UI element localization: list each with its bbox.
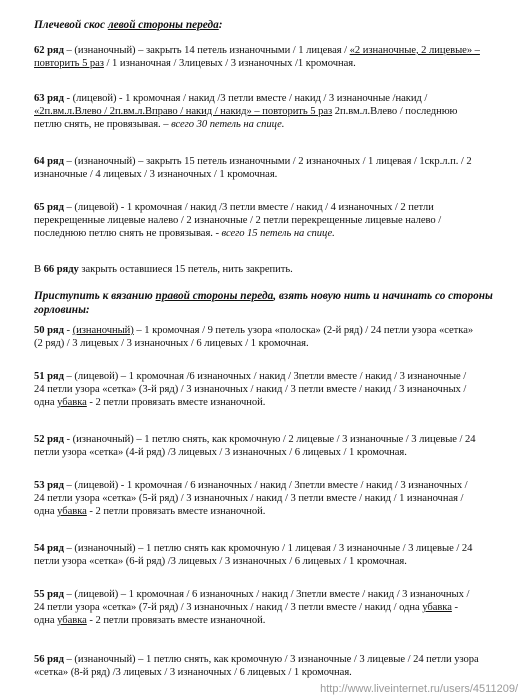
row-label: 62 ряд [34, 45, 64, 56]
row-54: 54 ряд – (изнаночный) – 1 петлю снять как кромочную / 1 лицевая / 3 изнаночные / 3 лицевые / 24 петли узора «сетка» (6-й ряд) /3 лицевых / 3 изнаночных / 6 лицевых / 1 кромочная. [34, 543, 473, 567]
row-65: 65 ряд – (лицевой) - 1 кромочная / накид /3 петли вместе / накид / 4 изнаночных / 2 петли перекрещенные лицевые налево / 2 изнаночные / 2 петли перекрещенные лицевые налево / последнюю петлю снять не провязывая. - всего 15 петель на спице. [34, 202, 442, 239]
row-label: 51 ряд [34, 371, 64, 382]
row-66: В 66 ряду закрыть оставшиеся 15 петель, нить закрепить. [34, 264, 293, 275]
row-label: 54 ряд [34, 543, 64, 554]
row-64: 64 ряд – (изнаночный) – закрыть 15 петель изнаночными / 2 изнаночных / 1 лицевая / 1скр.л.п. / 2 изнаночные / 4 лицевых / 3 изнаночных / 1 кромочная. [34, 156, 472, 180]
row-52: 52 ряд - (изнаночный) – 1 петлю снять, как кромочную / 2 лицевые / 3 изнаночные / 3 лицевые / 24 петли узора «сетка» (4-й ряд) /3 лицевых / 3 изнаночных / 6 лицевых / 1 кромочная. [34, 434, 476, 458]
row-label: 65 ряд [34, 202, 64, 213]
row-label: 53 ряд [34, 480, 64, 491]
row-63: 63 ряд - (лицевой) - 1 кромочная / накид /3 петли вместе / накид / 3 изнаночные /накид / «2п.вм.л.Влево / 2п.вм.л.Вправо / накид / накид» – повторить 5 раз 2п.вм.л.Влево / последнюю петлю снять, не провязывая. – всего 30 петель на спице. [34, 93, 458, 130]
row-label: 56 ряд [34, 654, 64, 665]
row-55: 55 ряд – (лицевой) – 1 кромочная / 6 изнаночных / накид / 3петли вместе / накид / 3 изнаночных / 24 петли узора «сетка» (7-й ряд) / 3 изнаночных / накид / 3 петли вместе / накид / одна убавка - одна убавка - 2 петли провязать вместе изнаночной. [34, 589, 470, 626]
row-51: 51 ряд – (лицевой) – 1 кромочная /6 изнаночных / накид / 3петли вместе / накид / 3 изнаночные / 24 петли узора «сетка» (3-й ряд) / 3 изнаночных / накид / 3 петли вместе / накид / 3 изнаночных / одна убавка - 2 петли провязать вместе изнаночной. [34, 371, 467, 408]
row-label: 52 ряд [34, 434, 64, 445]
heading-right-front: Приступить к вязанию правой стороны переда, взять новую нить и начинать со стороны горловины: [34, 290, 493, 316]
row-label: 64 ряд [34, 156, 64, 167]
heading-left-shoulder: Плечевой скос левой стороны переда: [34, 19, 223, 31]
row-label: 55 ряд [34, 589, 64, 600]
watermark-url: http://www.liveinternet.ru/users/4511209/ [320, 683, 518, 695]
row-50: 50 ряд - (изнаночный) – 1 кромочная / 9 петель узора «полоска» (2-й ряд) / 24 петли узора «сетка» (2 ряд) / 3 лицевых / 3 изнаночных / 6 лицевых / 1 кромочная. [34, 325, 474, 349]
row-label: 50 ряд [34, 325, 64, 336]
row-56: 56 ряд – (изнаночный) – 1 петлю снять, как кромочную / 3 изнаночные / 3 лицевые / 24 петли узора «сетка» (8-й ряд) /3 лицевых / 3 изнаночных / 6 лицевых / 1 кромочная. [34, 654, 479, 678]
row-label: 63 ряд [34, 93, 64, 104]
heading-left-underlined: левой стороны переда [107, 19, 219, 31]
row-62: 62 ряд – (изнаночный) – закрыть 14 петель изнаночными / 1 лицевая / «2 изнаночные, 2 лицевые» – повторить 5 раз / 1 изнаночная / 3лицевых / 3 изнаночных /1 кромочная. [34, 45, 480, 69]
row-53: 53 ряд – (лицевой) - 1 кромочная / 6 изнаночных / накид / 3петли вместе / накид / 3 изнаночных / 24 петли узора «сетка» (5-й ряд) / 3 изнаночных / накид / 3 петли вместе / накид / 1 изнаночная / одна убавка - 2 петли провязать вместе изнаночной. [34, 480, 468, 517]
